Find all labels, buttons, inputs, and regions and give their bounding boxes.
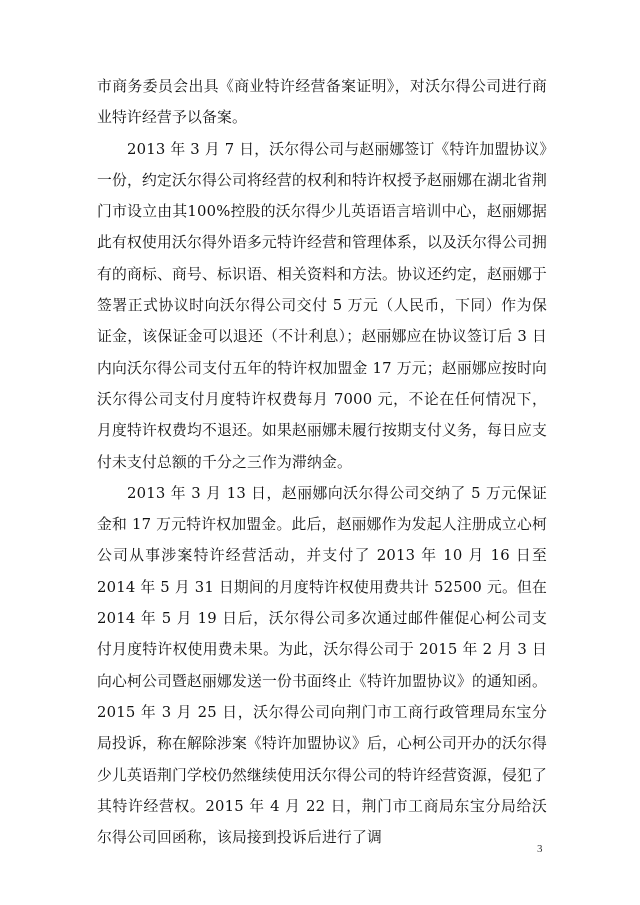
- paragraph-1: 市商务委员会出具《商业特许经营备案证明》，对沃尔得公司进行商业特许经营予以备案。: [97, 78, 547, 127]
- paragraph-2: 2013 年 3 月 7 日，沃尔得公司与赵丽娜签订《特许加盟协议》一份，约定沃尔得公司将经营的权利和特许权授予赵丽娜在湖北省荆门市设立由其100%控股的沃尔得少儿英语语言培训中心，赵丽娜据此有权使用沃尔得外语多元特许经营和管理体系，以及沃尔得公司拥有的商标、商号、标识语、相关资料和方法。协议还约定，赵丽娜于签署正式协议时向沃尔得公司交付 5 万元（人民币，下同）作为保证金，该保证金可以退还（不计利息）；赵丽娜应在协议签订后 3 日内向沃尔得公司支付五年的特许权加盟金 17 万元；赵丽娜应按时向沃尔得公司支付月度特许权费每月 7000 元，不论在任何情况下，月度特许权费均不退还。如果赵丽娜未履行按期支付义务，每日应支付未支付总额的千分之三作为滞纳金。: [97, 140, 547, 471]
- document-body: [97, 71, 547, 853]
- paragraph-3: 2013 年 3 月 13 日，赵丽娜向沃尔得公司交纳了 5 万元保证金和 17 万元特许权加盟金。此后，赵丽娜作为发起人注册成立心柯公司从事涉案特许经营活动，并支付了 2013 年 10 月 16 日至 2014 年 5 月 31 日期间的月度特许权使用费共计 52500 元。但在 2014 年 5 月 19 日后，沃尔得公司多次通过邮件催促心柯公司支付月度特许权使用费未果。为此，沃尔得公司于 2015 年 2 月 3 日向心柯公司暨赵丽娜发送一份书面终止《特许加盟协议》的通知函。2015 年 3 月 25 日，沃尔得公司向荆门市工商行政管理局东宝分局投诉，称在解除涉案《特许加盟协议》后，心柯公司开办的沃尔得少儿英语荆门学校仍然继续使用沃尔得公司的特许经营资源，侵犯了其特许经营权。2015 年 4 月 22 日，荆门市工商局东宝分局给沃尔得公司回函称，该局接到投诉后进行了调: [97, 484, 547, 847]
- page-number: 3: [537, 843, 543, 855]
